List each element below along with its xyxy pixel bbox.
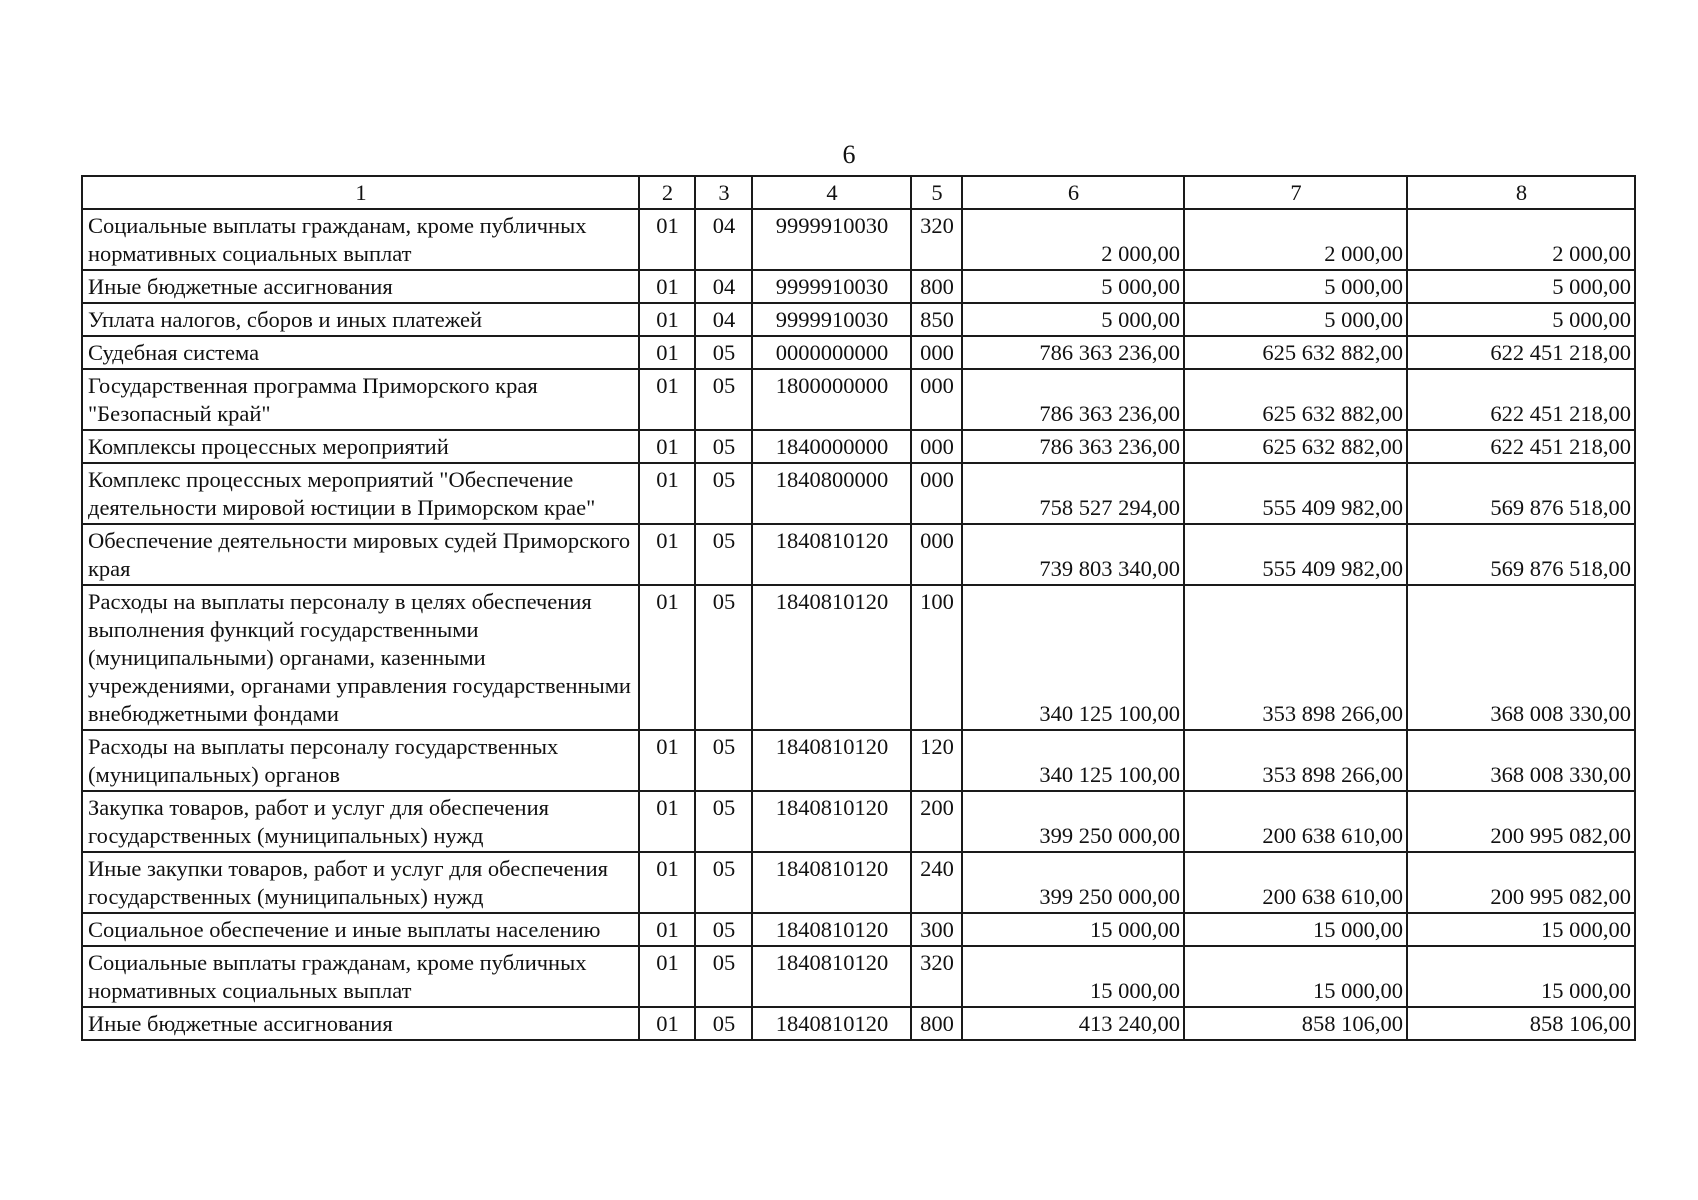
column-header: 5 bbox=[911, 176, 962, 209]
section-code-cell: 01 bbox=[639, 336, 695, 369]
section-code-cell: 01 bbox=[639, 946, 695, 1007]
expense-type-cell: 240 bbox=[911, 852, 962, 913]
section-code-cell: 01 bbox=[639, 913, 695, 946]
table-row bbox=[82, 209, 1635, 270]
column-header: 2 bbox=[639, 176, 695, 209]
target-article-cell: 1840810120 bbox=[752, 946, 911, 1007]
subsection-code-cell: 05 bbox=[695, 946, 752, 1007]
amount-col8-cell: 368 008 330,00 bbox=[1407, 585, 1635, 730]
table-row bbox=[82, 430, 1635, 463]
target-article-cell: 1840810120 bbox=[752, 791, 911, 852]
expense-name-cell: Уплата налогов, сборов и иных платежей bbox=[82, 303, 639, 336]
table-row bbox=[82, 913, 1635, 946]
target-article-cell: 1840810120 bbox=[752, 852, 911, 913]
target-article-cell: 1840810120 bbox=[752, 730, 911, 791]
expense-type-cell: 320 bbox=[911, 209, 962, 270]
target-article-cell: 1840810120 bbox=[752, 524, 911, 585]
amount-col7-cell: 200 638 610,00 bbox=[1184, 852, 1407, 913]
target-article-cell: 1840810120 bbox=[752, 1007, 911, 1040]
subsection-code-cell: 05 bbox=[695, 852, 752, 913]
table-row bbox=[82, 1007, 1635, 1040]
amount-col7-cell: 200 638 610,00 bbox=[1184, 791, 1407, 852]
amount-col7-cell: 625 632 882,00 bbox=[1184, 430, 1407, 463]
expense-name-cell: Иные закупки товаров, работ и услуг для обеспечения государственных (муниципальных) нужд bbox=[82, 852, 639, 913]
section-code-cell: 01 bbox=[639, 524, 695, 585]
subsection-code-cell: 05 bbox=[695, 1007, 752, 1040]
amount-col6-cell: 340 125 100,00 bbox=[962, 585, 1184, 730]
amount-col7-cell: 353 898 266,00 bbox=[1184, 585, 1407, 730]
amount-col6-cell: 786 363 236,00 bbox=[962, 336, 1184, 369]
expense-name-cell: Комплекс процессных мероприятий "Обеспечение деятельности мировой юстиции в Приморском крае" bbox=[82, 463, 639, 524]
expense-name-cell: Иные бюджетные ассигнования bbox=[82, 1007, 639, 1040]
amount-col8-cell: 15 000,00 bbox=[1407, 946, 1635, 1007]
amount-col8-cell: 200 995 082,00 bbox=[1407, 791, 1635, 852]
column-header: 4 bbox=[752, 176, 911, 209]
table-row bbox=[82, 270, 1635, 303]
expense-type-cell: 120 bbox=[911, 730, 962, 791]
table-row bbox=[82, 946, 1635, 1007]
table-header-row bbox=[82, 176, 1635, 209]
amount-col7-cell: 555 409 982,00 bbox=[1184, 463, 1407, 524]
expense-type-cell: 200 bbox=[911, 791, 962, 852]
amount-col6-cell: 786 363 236,00 bbox=[962, 369, 1184, 430]
subsection-code-cell: 05 bbox=[695, 430, 752, 463]
expense-type-cell: 300 bbox=[911, 913, 962, 946]
section-code-cell: 01 bbox=[639, 1007, 695, 1040]
expense-type-cell: 000 bbox=[911, 524, 962, 585]
expense-type-cell: 100 bbox=[911, 585, 962, 730]
expense-type-cell: 000 bbox=[911, 369, 962, 430]
amount-col8-cell: 5 000,00 bbox=[1407, 303, 1635, 336]
expense-type-cell: 000 bbox=[911, 430, 962, 463]
target-article-cell: 1840810120 bbox=[752, 913, 911, 946]
section-code-cell: 01 bbox=[639, 209, 695, 270]
section-code-cell: 01 bbox=[639, 852, 695, 913]
column-header: 6 bbox=[962, 176, 1184, 209]
expense-name-cell: Судебная система bbox=[82, 336, 639, 369]
amount-col6-cell: 786 363 236,00 bbox=[962, 430, 1184, 463]
expense-type-cell: 850 bbox=[911, 303, 962, 336]
table-row bbox=[82, 791, 1635, 852]
amount-col7-cell: 625 632 882,00 bbox=[1184, 369, 1407, 430]
target-article-cell: 9999910030 bbox=[752, 303, 911, 336]
expense-name-cell: Государственная программа Приморского края "Безопасный край" bbox=[82, 369, 639, 430]
amount-col8-cell: 15 000,00 bbox=[1407, 913, 1635, 946]
subsection-code-cell: 05 bbox=[695, 913, 752, 946]
amount-col6-cell: 399 250 000,00 bbox=[962, 791, 1184, 852]
amount-col7-cell: 15 000,00 bbox=[1184, 946, 1407, 1007]
subsection-code-cell: 05 bbox=[695, 463, 752, 524]
amount-col6-cell: 2 000,00 bbox=[962, 209, 1184, 270]
amount-col8-cell: 200 995 082,00 bbox=[1407, 852, 1635, 913]
table-row bbox=[82, 336, 1635, 369]
amount-col7-cell: 625 632 882,00 bbox=[1184, 336, 1407, 369]
amount-col7-cell: 858 106,00 bbox=[1184, 1007, 1407, 1040]
table-row bbox=[82, 303, 1635, 336]
amount-col6-cell: 399 250 000,00 bbox=[962, 852, 1184, 913]
expense-name-cell: Социальные выплаты гражданам, кроме публичных нормативных социальных выплат bbox=[82, 209, 639, 270]
expense-type-cell: 800 bbox=[911, 1007, 962, 1040]
amount-col8-cell: 569 876 518,00 bbox=[1407, 524, 1635, 585]
amount-col7-cell: 5 000,00 bbox=[1184, 270, 1407, 303]
section-code-cell: 01 bbox=[639, 369, 695, 430]
expense-type-cell: 000 bbox=[911, 336, 962, 369]
section-code-cell: 01 bbox=[639, 463, 695, 524]
target-article-cell: 9999910030 bbox=[752, 209, 911, 270]
subsection-code-cell: 04 bbox=[695, 209, 752, 270]
amount-col6-cell: 15 000,00 bbox=[962, 946, 1184, 1007]
expense-name-cell: Социальное обеспечение и иные выплаты населению bbox=[82, 913, 639, 946]
amount-col6-cell: 5 000,00 bbox=[962, 270, 1184, 303]
expense-name-cell: Закупка товаров, работ и услуг для обеспечения государственных (муниципальных) нужд bbox=[82, 791, 639, 852]
amount-col6-cell: 340 125 100,00 bbox=[962, 730, 1184, 791]
budget-table bbox=[81, 175, 1636, 1041]
expense-name-cell: Обеспечение деятельности мировых судей Приморского края bbox=[82, 524, 639, 585]
amount-col8-cell: 5 000,00 bbox=[1407, 270, 1635, 303]
page-number: 6 bbox=[842, 140, 856, 169]
target-article-cell: 1800000000 bbox=[752, 369, 911, 430]
section-code-cell: 01 bbox=[639, 270, 695, 303]
table-row bbox=[82, 852, 1635, 913]
amount-col8-cell: 622 451 218,00 bbox=[1407, 336, 1635, 369]
table-row bbox=[82, 463, 1635, 524]
subsection-code-cell: 05 bbox=[695, 585, 752, 730]
amount-col6-cell: 758 527 294,00 bbox=[962, 463, 1184, 524]
amount-col8-cell: 2 000,00 bbox=[1407, 209, 1635, 270]
amount-col7-cell: 2 000,00 bbox=[1184, 209, 1407, 270]
target-article-cell: 0000000000 bbox=[752, 336, 911, 369]
subsection-code-cell: 05 bbox=[695, 524, 752, 585]
table-row bbox=[82, 369, 1635, 430]
subsection-code-cell: 05 bbox=[695, 791, 752, 852]
amount-col6-cell: 739 803 340,00 bbox=[962, 524, 1184, 585]
table-row bbox=[82, 730, 1635, 791]
amount-col7-cell: 555 409 982,00 bbox=[1184, 524, 1407, 585]
subsection-code-cell: 04 bbox=[695, 303, 752, 336]
amount-col8-cell: 622 451 218,00 bbox=[1407, 430, 1635, 463]
expense-name-cell: Расходы на выплаты персоналу в целях обеспечения выполнения функций государственными (муниципальными) органами, казенными учреждениями, органами управления государственными внебюджетными фондами bbox=[82, 585, 639, 730]
section-code-cell: 01 bbox=[639, 303, 695, 336]
subsection-code-cell: 05 bbox=[695, 730, 752, 791]
expense-name-cell: Иные бюджетные ассигнования bbox=[82, 270, 639, 303]
table-row bbox=[82, 524, 1635, 585]
amount-col8-cell: 622 451 218,00 bbox=[1407, 369, 1635, 430]
subsection-code-cell: 04 bbox=[695, 270, 752, 303]
column-header: 3 bbox=[695, 176, 752, 209]
expense-name-cell: Расходы на выплаты персоналу государственных (муниципальных) органов bbox=[82, 730, 639, 791]
amount-col6-cell: 5 000,00 bbox=[962, 303, 1184, 336]
section-code-cell: 01 bbox=[639, 430, 695, 463]
subsection-code-cell: 05 bbox=[695, 336, 752, 369]
section-code-cell: 01 bbox=[639, 730, 695, 791]
column-header: 1 bbox=[82, 176, 639, 209]
amount-col8-cell: 858 106,00 bbox=[1407, 1007, 1635, 1040]
section-code-cell: 01 bbox=[639, 585, 695, 730]
amount-col7-cell: 15 000,00 bbox=[1184, 913, 1407, 946]
target-article-cell: 1840810120 bbox=[752, 585, 911, 730]
expense-type-cell: 000 bbox=[911, 463, 962, 524]
amount-col7-cell: 5 000,00 bbox=[1184, 303, 1407, 336]
target-article-cell: 1840800000 bbox=[752, 463, 911, 524]
column-header: 7 bbox=[1184, 176, 1407, 209]
expense-name-cell: Социальные выплаты гражданам, кроме публичных нормативных социальных выплат bbox=[82, 946, 639, 1007]
expense-name-cell: Комплексы процессных мероприятий bbox=[82, 430, 639, 463]
section-code-cell: 01 bbox=[639, 791, 695, 852]
expense-type-cell: 800 bbox=[911, 270, 962, 303]
amount-col8-cell: 368 008 330,00 bbox=[1407, 730, 1635, 791]
table-row bbox=[82, 585, 1635, 730]
amount-col7-cell: 353 898 266,00 bbox=[1184, 730, 1407, 791]
target-article-cell: 9999910030 bbox=[752, 270, 911, 303]
target-article-cell: 1840000000 bbox=[752, 430, 911, 463]
expense-type-cell: 320 bbox=[911, 946, 962, 1007]
amount-col6-cell: 413 240,00 bbox=[962, 1007, 1184, 1040]
subsection-code-cell: 05 bbox=[695, 369, 752, 430]
column-header: 8 bbox=[1407, 176, 1635, 209]
amount-col8-cell: 569 876 518,00 bbox=[1407, 463, 1635, 524]
amount-col6-cell: 15 000,00 bbox=[962, 913, 1184, 946]
